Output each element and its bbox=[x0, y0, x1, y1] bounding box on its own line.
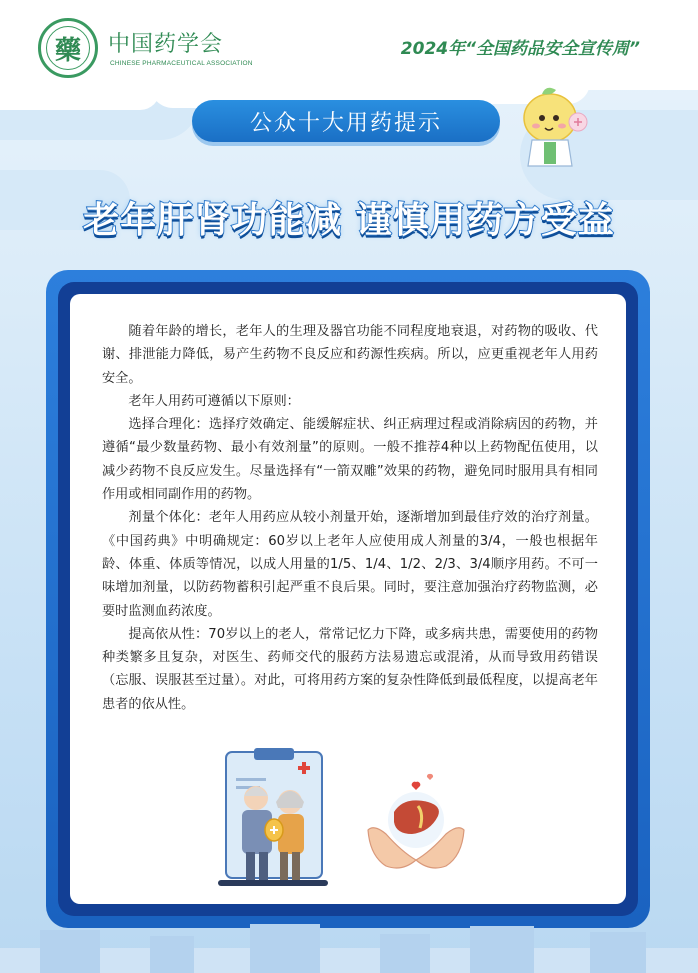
elderly-couple-illustration bbox=[218, 748, 336, 890]
paragraph-dosage: 剂量个体化：老年人用药应从较小剂量开始，逐渐增加到最佳疗效的治疗剂量。《中国药典》中明确规定：60岁以上老年人应使用成人剂量的3/4，一般也根据年龄、体重、体质等情况，以成人用量的1/5、1/4、1/2、2/3、3/4顺序用药。不可一味增加剂量，以防药物蓄积引起严重不良后果。同时，要注意加强治疗药物监测，必要时监测血药浓度。 bbox=[102, 510, 598, 619]
headline: 老年肝肾功能减 谨慎用药方受益 bbox=[83, 200, 615, 241]
body-text bbox=[102, 320, 598, 716]
mascot-character-icon bbox=[512, 82, 602, 172]
campaign-title: 2024年“全国药品安全宣传周” bbox=[400, 39, 640, 59]
org-name: 中国药学会 bbox=[108, 32, 224, 57]
paragraph-compliance: 提高依从性：70岁以上的老人，常常记忆力下降，或多病共患，需要使用的药物种类繁多且复杂，对医生、药师交代的服药方法易遗忘或混淆，从而导致用药错误（忘服、误服甚至过量）。对此，可将用药方案的复杂性降低到最低程度，以提高老年患者的依从性。 bbox=[102, 626, 598, 712]
paragraph-selection: 选择合理化：选择疗效确定、能缓解症状、纠正病理过程或消除病因的药物，并遵循“最少数量药物、最小有效剂量”的原则。一般不推荐4种以上药物配伍使用，以减少药物不良反应发生。尽量选择有“一箭双雕”效果的药物，避免同时服用具有相同作用或相同副作用的药物。 bbox=[102, 417, 598, 503]
header-cloud bbox=[0, 70, 160, 110]
city-skyline-decoration bbox=[0, 918, 698, 973]
banner-label: 公众十大用药提示 bbox=[249, 110, 442, 136]
org-name-en: CHINESE PHARMACEUTICAL ASSOCIATION bbox=[110, 60, 253, 67]
logo-glyph: 藥 bbox=[46, 26, 90, 70]
banner-pill bbox=[192, 100, 500, 142]
liver-in-hands-illustration bbox=[364, 768, 468, 878]
association-logo-icon bbox=[38, 18, 98, 78]
paragraph-principles: 老年人用药可遵循以下原则： bbox=[128, 393, 300, 409]
paragraph-intro: 随着年龄的增长，老年人的生理及器官功能不同程度地衰退，对药物的吸收、代谢、排泄能力降低，易产生药物不良反应和药源性疾病。所以，应更重视老年人用药安全。 bbox=[102, 324, 598, 386]
